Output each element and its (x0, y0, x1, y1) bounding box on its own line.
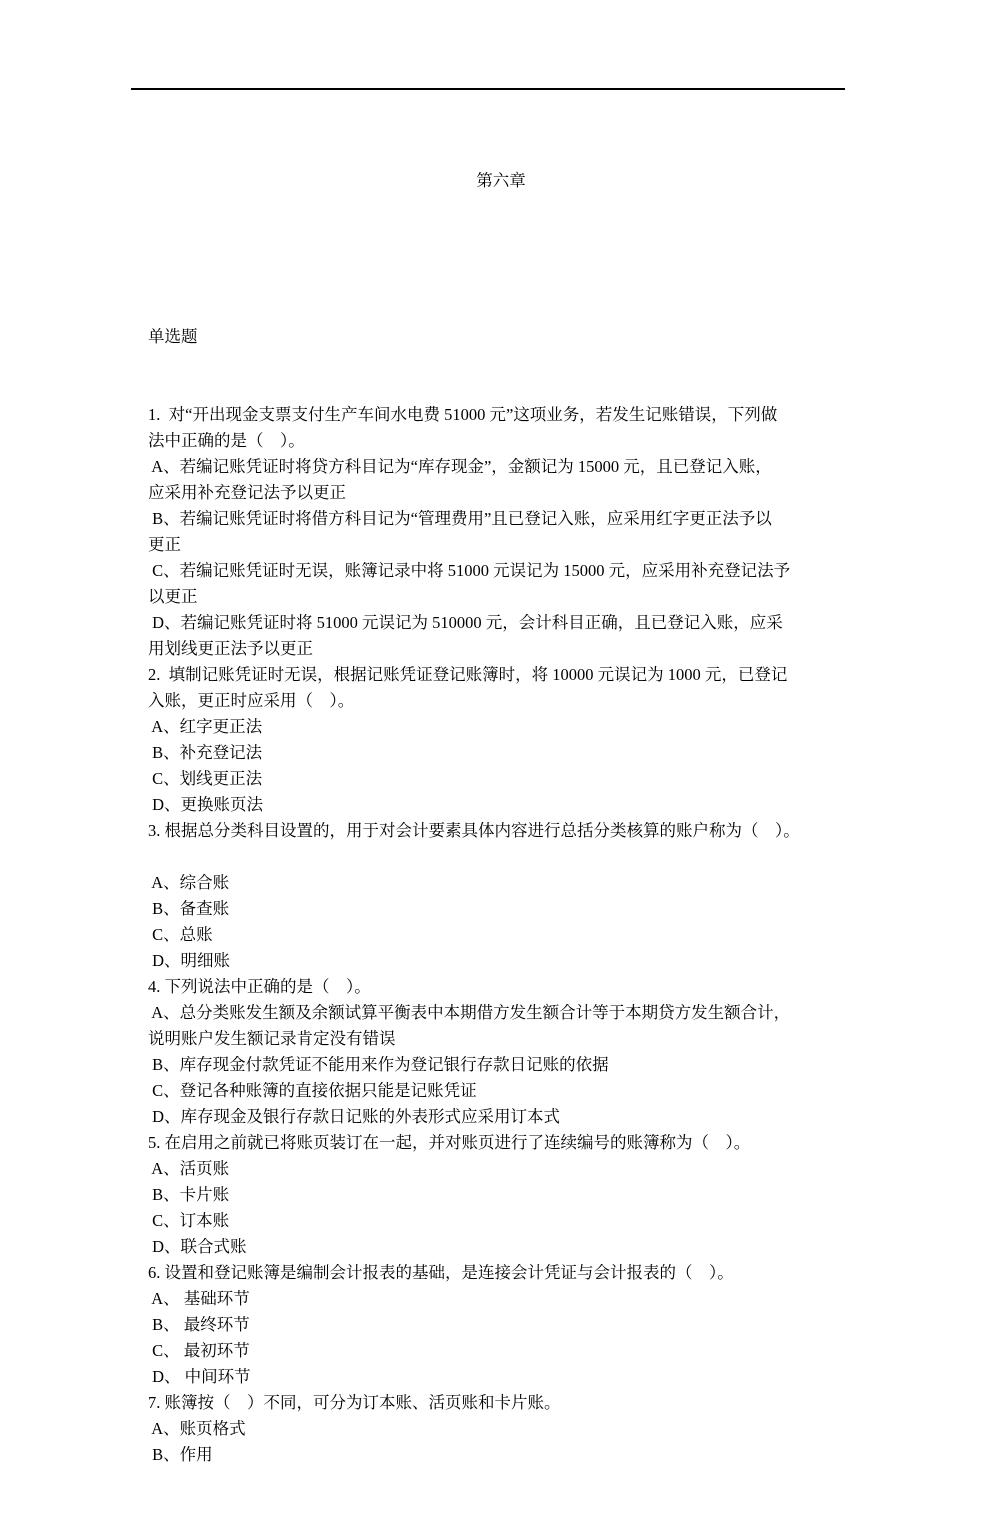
question-6-stem-line-1: 6. 设置和登记账簿是编制会计报表的基础，是连接会计凭证与会计报表的（ ）。 (148, 1263, 734, 1282)
question-5-option-C-line-1: C、订本账 (148, 1211, 230, 1230)
question-2-option-C-line-1: C、划线更正法 (148, 769, 263, 788)
question-5-option-A-line-1: A、活页账 (148, 1159, 230, 1178)
question-3-option-B-line-1: B、备查账 (148, 899, 230, 918)
question-1-option-D-line-2: 用划线更正法予以更正 (148, 639, 313, 658)
question-4-option-A-line-2: 说明账户发生额记录肯定没有错误 (148, 1029, 396, 1048)
question-3-blank-line (148, 844, 854, 870)
question-1-stem-line-2: 法中正确的是（ ）。 (148, 431, 305, 450)
question-6-option-A-line-1: A、 基础环节 (148, 1289, 250, 1308)
chapter-title: 第六章 (476, 171, 526, 190)
question-3-option-D-line-1: D、明细账 (148, 951, 231, 970)
question-1-option-B-line-1: B、若编记账凭证时将借方科目记为“管理费用”且已登记入账，应采用红字更正法予以 (148, 509, 772, 528)
question-7-option-A-line-1: A、账页格式 (148, 1419, 246, 1438)
question-1-stem-line-1: 1. 对“开出现金支票支付生产车间水电费 51000 元”这项业务，若发生记账错误，下列做 (148, 405, 778, 424)
question-2-option-D-line-1: D、更换账页法 (148, 795, 264, 814)
question-3-stem-line-1: 3. 根据总分类科目设置的，用于对会计要素具体内容进行总括分类核算的账户称为（ ）。 (148, 821, 800, 840)
question-1-option-D-line-1: D、若编记账凭证时将 51000 元误记为 510000 元，会计科目正确，且已登记入账，应采 (148, 613, 783, 632)
question-4-option-C-line-1: C、登记各种账簿的直接依据只能是记账凭证 (148, 1081, 477, 1100)
question-2-stem-line-2: 入账，更正时应采用（ ）。 (148, 691, 355, 710)
question-3-option-A-line-1: A、综合账 (148, 873, 230, 892)
question-1-option-C-line-1: C、若编记账凭证时无误，账簿记录中将 51000 元误记为 15000 元，应采用补充登记法予 (148, 561, 791, 580)
question-6-option-B-line-1: B、 最终环节 (148, 1315, 250, 1334)
question-5-option-B-line-1: B、卡片账 (148, 1185, 230, 1204)
question-1-option-A-line-2: 应采用补充登记法予以更正 (148, 483, 346, 502)
question-4-option-D-line-1: D、库存现金及银行存款日记账的外表形式应采用订本式 (148, 1107, 561, 1126)
question-4-stem-line-1: 4. 下列说法中正确的是（ ）。 (148, 977, 371, 996)
question-1-option-A-line-1: A、若编记账凭证时将贷方科目记为“库存现金”，金额记为 15000 元，且已登记入账， (148, 457, 772, 476)
question-2-stem-line-1: 2. 填制记账凭证时无误，根据记账凭证登记账簿时，将 10000 元误记为 1000 元，已登记 (148, 665, 788, 684)
question-2-option-A-line-1: A、红字更正法 (148, 717, 263, 736)
question-2-option-B-line-1: B、补充登记法 (148, 743, 263, 762)
question-7-stem-line-1: 7. 账簿按（ ）不同，可分为订本账、活页账和卡片账。 (148, 1393, 561, 1412)
document-body (148, 116, 854, 1520)
question-7-option-B-line-1: B、作用 (148, 1445, 213, 1464)
question-1-option-C-line-2: 以更正 (148, 587, 198, 606)
question-1-option-B-line-2: 更正 (148, 535, 181, 554)
section-label: 单选题 (148, 327, 198, 346)
question-5-option-D-line-1: D、联合式账 (148, 1237, 247, 1256)
question-6-option-C-line-1: C、 最初环节 (148, 1341, 250, 1360)
question-5-stem-line-1: 5. 在启用之前就已将账页装订在一起，并对账页进行了连续编号的账簿称为（ ）。 (148, 1133, 751, 1152)
header-rule (131, 88, 845, 90)
question-6-option-D-line-1: D、 中间环节 (148, 1367, 251, 1386)
question-4-option-A-line-1: A、总分类账发生额及余额试算平衡表中本期借方发生额合计等于本期贷方发生额合计， (148, 1003, 791, 1022)
blank-line (148, 246, 854, 272)
question-3-option-C-line-1: C、总账 (148, 925, 213, 944)
questions-list (148, 402, 854, 1468)
question-4-option-B-line-1: B、库存现金付款凭证不能用来作为登记银行存款日记账的依据 (148, 1055, 609, 1074)
